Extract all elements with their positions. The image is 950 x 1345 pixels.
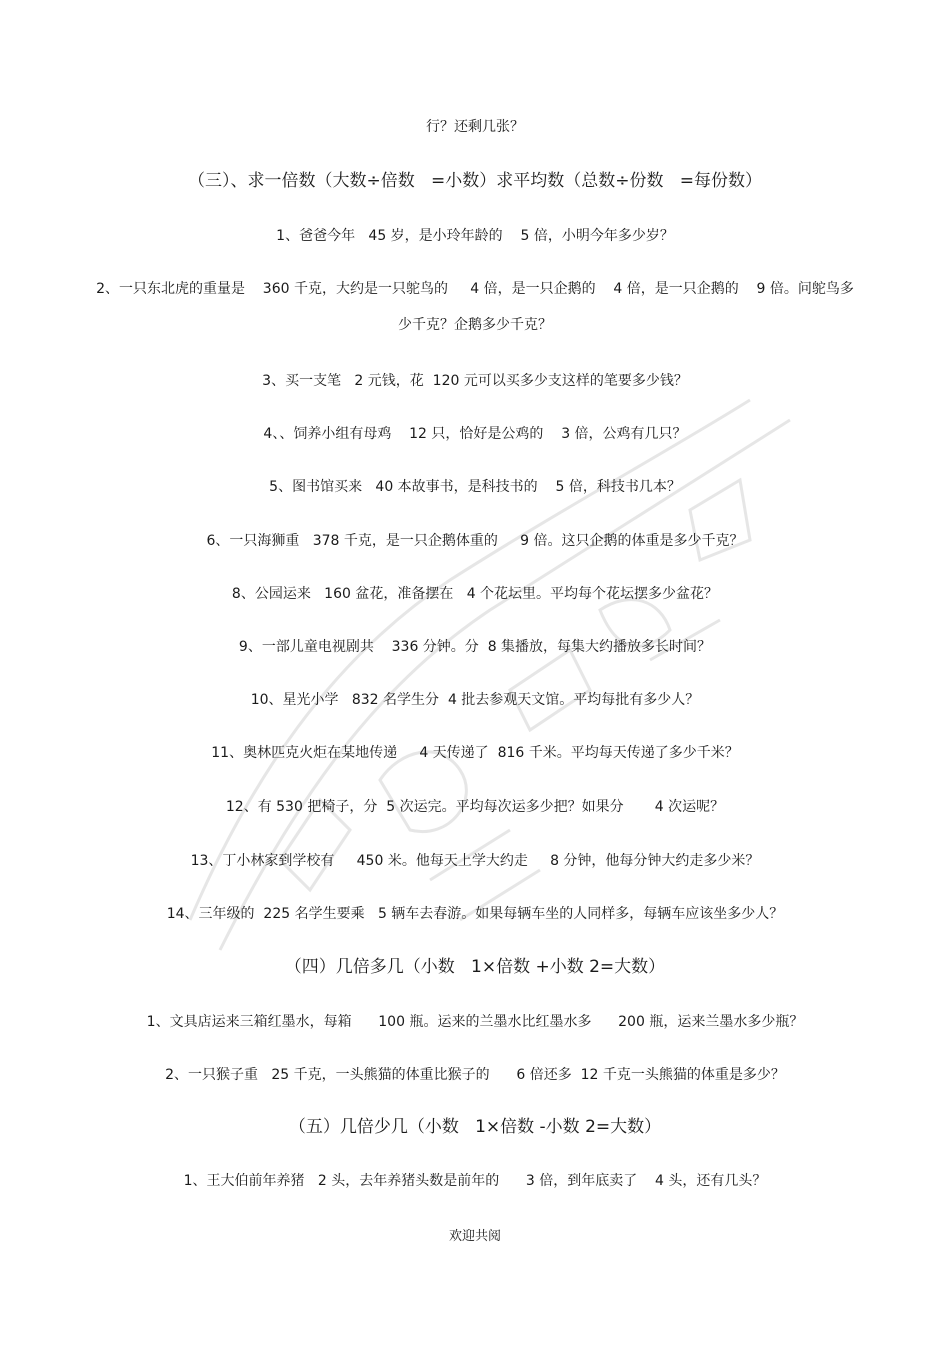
problem-4-2: 2、一只猴子重 25 千克，一头熊猫的体重比猴子的 6 倍还多 12 千克一头熊猫的体重是多少？	[165, 1067, 785, 1083]
problem-3-2b: 少千克？企鹅多少千克？	[398, 317, 552, 333]
section-heading-5: （五）几倍少几（小数 1×倍数 -小数 2=大数）	[288, 1117, 662, 1137]
problem-3-13: 13、丁小林家到学校有 450 米。他每天上学大约走 8 分钟，他每分钟大约走多少米？	[190, 853, 760, 869]
problem-3-12: 12、有 530 把椅子，分 5 次运完。平均每次运多少把？如果分 4 次运呢？	[225, 799, 725, 815]
text-line-1: 行？还剩几张？	[426, 119, 524, 135]
problem-3-2a: 2、一只东北虎的重量是 360 千克，大约是一只鸵鸟的 4 倍，是一只企鹅的 4 倍，是一只企鹅的 9 倍。问鸵鸟多	[96, 281, 854, 297]
problem-3-8: 8、公园运来 160 盆花，准备摆在 4 个花坛里。平均每个花坛摆多少盆花？	[231, 586, 719, 602]
problem-3-11: 11、奥林匹克火炬在某地传递 4 天传递了 816 千米。平均每天传递了多少千米？	[211, 745, 739, 761]
watermark-logo	[130, 360, 850, 980]
problem-3-14: 14、三年级的 225 名学生要乘 5 辆车去春游。如果每辆车坐的人同样多，每辆车应该坐多少人？	[166, 906, 784, 922]
problem-3-5: 5、图书馆买来 40 本故事书，是科技书的 5 倍，科技书几本？	[269, 479, 681, 495]
section-heading-4: （四）几倍多几（小数 1×倍数 +小数 2=大数）	[284, 957, 666, 977]
section-heading-3: （三）、求一倍数（大数÷倍数 =小数）求平均数（总数÷份数 =每份数）	[188, 171, 762, 191]
problem-3-4: 4、、饲养小组有母鸡 12 只，恰好是公鸡的 3 倍，公鸡有几只？	[263, 426, 687, 442]
problem-3-10: 10、星光小学 832 名学生分 4 批去参观天文馆。平均每批有多少人？	[250, 692, 700, 708]
problem-3-9: 9、一部儿童电视剧共 336 分钟。分 8 集播放，每集大约播放多长时间？	[238, 639, 712, 655]
problem-3-6: 6、一只海狮重 378 千克，是一只企鹅体重的 9 倍。这只企鹅的体重是多少千克？	[206, 533, 744, 549]
problem-3-1: 1、爸爸今年 45 岁，是小玲年龄的 5 倍，小明今年多少岁？	[276, 228, 674, 244]
problem-5-1: 1、王大伯前年养猪 2 头，去年养猪头数是前年的 3 倍，到年底卖了 4 头，还有几头？	[183, 1173, 767, 1189]
problem-4-1: 1、文具店运来三箱红墨水，每箱 100 瓶。运来的兰墨水比红墨水多 200 瓶，运来兰墨水多少瓶？	[146, 1014, 804, 1030]
page-footer: 欢迎共阅	[448, 1229, 501, 1244]
problem-3-3: 3、买一支笔 2 元钱，花 120 元可以买多少支这样的笔要多少钱？	[262, 373, 688, 389]
